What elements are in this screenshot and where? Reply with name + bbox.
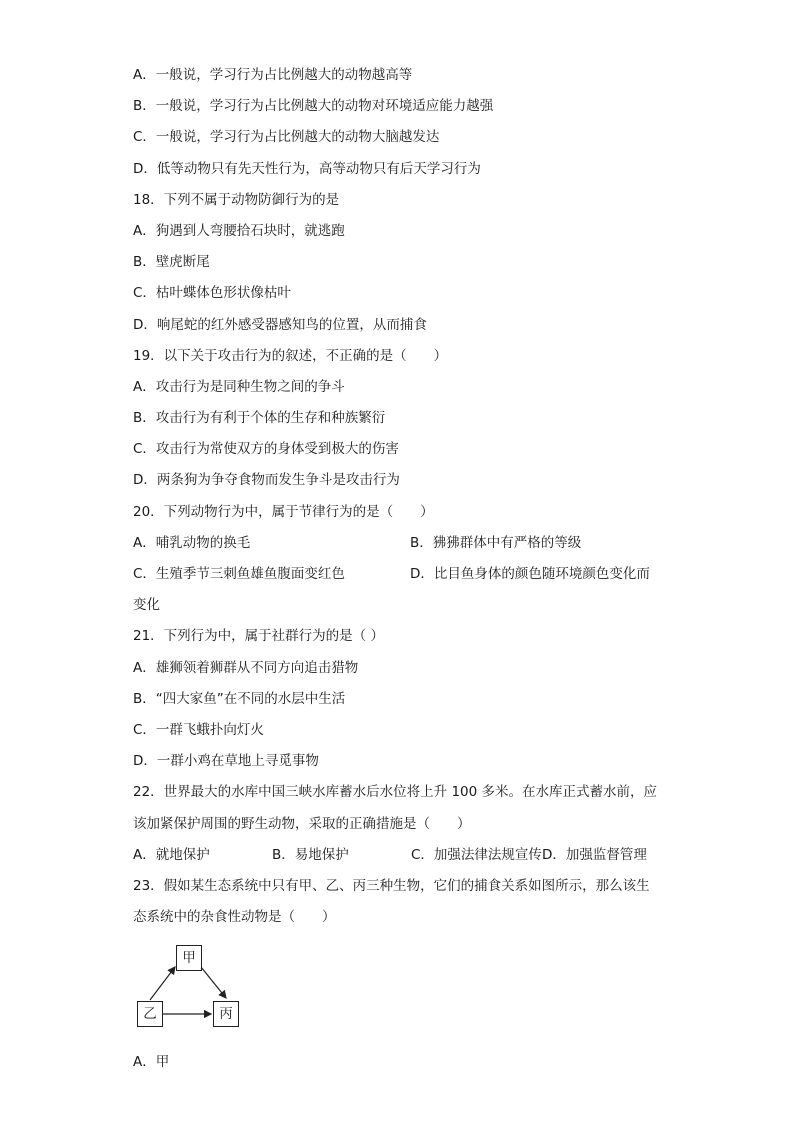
q18-stem: 18．下列不属于动物防御行为的是 xyxy=(133,191,340,208)
q22-stem-line-2: 该加紧保护周围的野生动物，采取的正确措施是（ ） xyxy=(133,815,471,832)
q22-option-a: A．就地保护 xyxy=(133,846,210,863)
q20-option-b: B．狒狒群体中有严格的等级 xyxy=(410,534,582,551)
exam-page xyxy=(133,60,673,1078)
q18-option-c: C．枯叶蝶体色形状像枯叶 xyxy=(133,285,291,302)
q20-option-d: D．比目鱼身体的颜色随环境颜色变化而 xyxy=(410,566,650,582)
q19-option-b: B．攻击行为有利于个体的生存和种族繁衍 xyxy=(133,410,386,427)
q20-option-c: C．生殖季节三刺鱼雄鱼腹面变红色 xyxy=(133,566,345,582)
food-web-diagram xyxy=(133,945,253,1037)
q21-option-a: A．雄狮领着狮群从不同方向追击猎物 xyxy=(133,659,359,676)
q17-option-d: D．低等动物只有先天性行为，高等动物只有后天学习行为 xyxy=(133,160,481,177)
q17-option-a: A．一般说，学习行为占比例越大的动物越高等 xyxy=(133,67,413,83)
q19-option-c: C．攻击行为常使双方的身体受到极大的伤害 xyxy=(133,441,399,458)
q17-option-c: C．一般说，学习行为占比例越大的动物大脑越发达 xyxy=(133,129,440,146)
node-bing: 丙 xyxy=(213,1001,239,1027)
q21-option-d: D．一群小鸡在草地上寻觅事物 xyxy=(133,753,319,770)
q22-options-row xyxy=(133,840,673,871)
q20-options-row-2 xyxy=(133,559,673,590)
q19-option-d: D．两条狗为争夺食物而发生争斗是攻击行为 xyxy=(133,472,400,489)
q21-option-c: C．一群飞蛾扑向灯火 xyxy=(133,721,264,738)
q18-option-b: B．壁虎断尾 xyxy=(133,254,210,271)
q20-options-row-1 xyxy=(133,528,673,559)
q19-option-a: A．攻击行为是同种生物之间的争斗 xyxy=(133,378,345,395)
q22-stem-line-1: 22．世界最大的水库中国三峡水库蓄水后水位将上升 100 多米。在水库正式蓄水前，应 xyxy=(133,784,658,801)
q18-option-a: A．狗遇到人弯腰拾石块时，就逃跑 xyxy=(133,222,345,239)
q19-stem: 19．以下关于攻击行为的叙述，不正确的是（ ） xyxy=(133,347,448,364)
q21-stem: 21．下列行为中，属于社群行为的是（ ） xyxy=(133,628,384,645)
q22-option-d: D．加强监督管理 xyxy=(541,846,647,863)
q23-stem-line-1: 23．假如某生态系统中只有甲、乙、丙三种生物，它们的捕食关系如图所示，那么该生 xyxy=(133,877,650,894)
q20-stem: 20．下列动物行为中，属于节律行为的是（ ） xyxy=(133,503,434,520)
q21-option-b: B．“四大家鱼”在不同的水层中生活 xyxy=(133,690,346,707)
arrow-yi-to-jia xyxy=(150,967,175,1000)
q23-stem-line-2: 态系统中的杂食性动物是（ ） xyxy=(133,909,336,926)
node-jia: 甲 xyxy=(176,945,202,971)
arrow-jia-to-bing xyxy=(201,967,226,998)
node-yi: 乙 xyxy=(137,1001,163,1027)
q22-option-c: C．加强法律法规宣传 xyxy=(411,846,542,863)
q17-option-b: B．一般说，学习行为占比例越大的动物对环境适应能力越强 xyxy=(133,98,494,115)
q18-option-d: D．响尾蛇的红外感受器感知鸟的位置，从而捕食 xyxy=(133,316,427,333)
q23-option-a: A．甲 xyxy=(133,1054,170,1071)
q22-option-b: B．易地保护 xyxy=(272,846,349,863)
q20-option-d-continued: 变化 xyxy=(133,597,160,614)
q20-option-a: A．哺乳动物的换毛 xyxy=(133,534,251,551)
